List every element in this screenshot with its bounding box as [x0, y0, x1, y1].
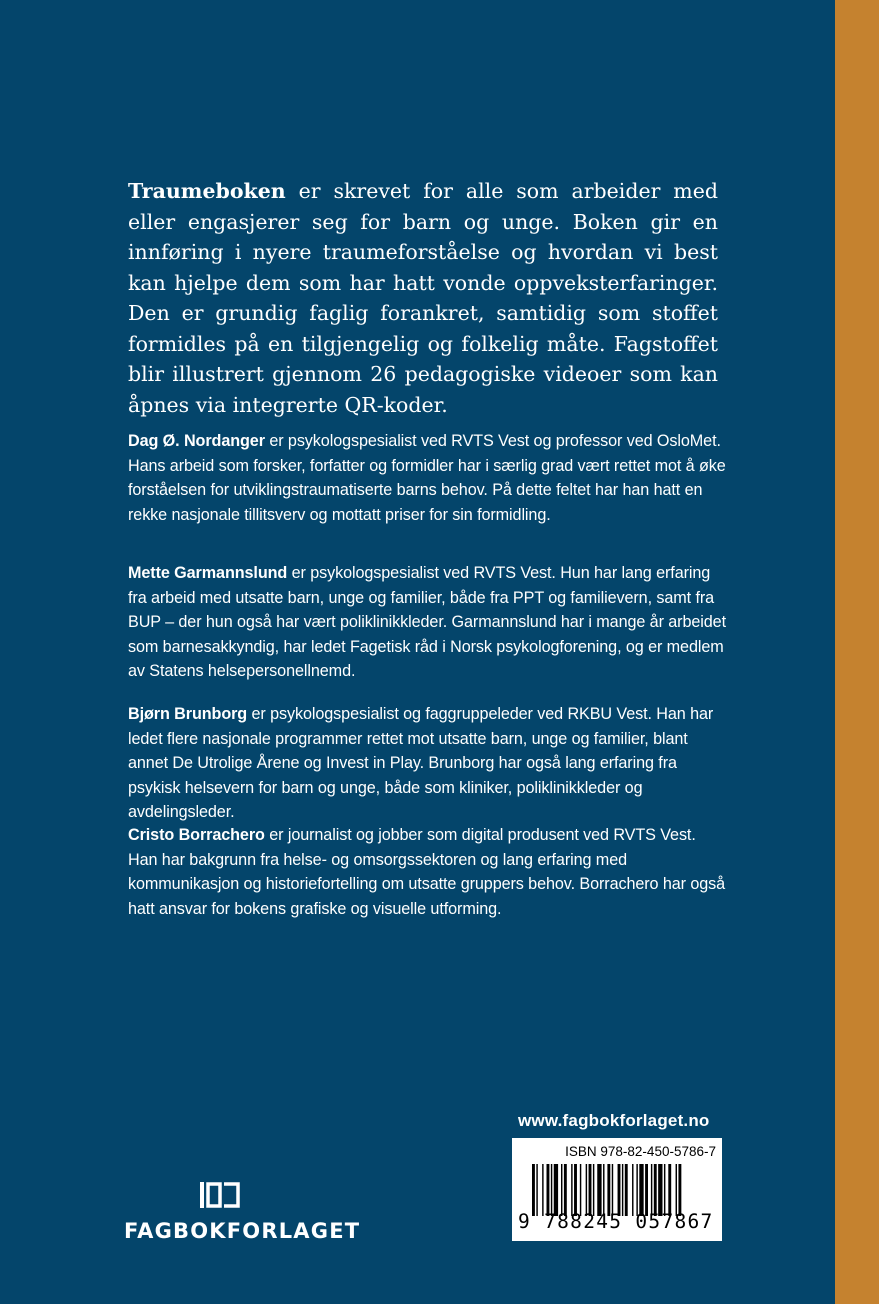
- barcode-bar: [607, 1164, 610, 1216]
- barcode-bar: [571, 1164, 572, 1216]
- author-bio-text: er journalist og jobber som digital produsent ved RVTS Vest. Han har bakgrunn fra helse- og omsorgssektoren og lang erfaring med kommunikasjon og historiefortelling om utsatte gruppers behov. Borrachero har også hatt ansvar for bokens grafiske og visuelle utforming.: [128, 826, 726, 918]
- barcode-bar: [532, 1164, 535, 1216]
- author-bio-nordanger: [128, 429, 728, 527]
- barcode-bar: [678, 1164, 681, 1216]
- barcode-bar: [574, 1164, 577, 1216]
- barcode-bar: [645, 1164, 648, 1216]
- author-bio-garmannslund: [128, 561, 728, 684]
- intro-paragraph: [128, 176, 718, 420]
- barcode-bar: [625, 1164, 628, 1216]
- barcode-bar: [554, 1164, 558, 1216]
- barcode-bar: [603, 1164, 604, 1216]
- intro-text: er skrevet for alle som arbeider med eller engasjerer seg for barn og unge. Boken gir en innføring i nyere traumeforståelse og hvordan vi best kan hjelpe dem som har hatt vonde oppveksterfaringer. Den er grundig faglig forankret, samtidig som stoffet formidles på en tilgjengelig og folkelig måte. Fagstoffet blir illustrert gjennom 26 pedagogiske videoer som kan åpnes via integrerte QR-koder.: [128, 179, 718, 417]
- author-bio-text: er psykologspesialist og faggruppeleder ved RKBU Vest. Han har ledet flere nasjonale programmer rettet mot utsatte barn, unge og familier, blant annet De Utrolige Årene og Invest in Play. Brunborg har også lang erfaring fra psykisk helsevern for barn og unge, både som kliniker, poliklinikkleder og avdelingsleder.: [128, 705, 714, 821]
- barcode-bar: [547, 1164, 550, 1216]
- barcode-bar: [586, 1164, 587, 1216]
- publisher-logo-icon: [198, 1180, 244, 1210]
- barcode-bar: [651, 1164, 652, 1216]
- author-bio-brunborg: [128, 702, 728, 825]
- barcode-bar: [636, 1164, 637, 1216]
- author-bio-text: er psykologspesialist ved RVTS Vest og professor ved OsloMet. Hans arbeid som forsker, forfatter og formidler har i særlig grad vært rettet mot å øke forståelsen for utviklingstraumatiserte barns behov. På dette feltet har han hatt en rekke nasjonale tillitsverv og mottatt priser for sin formidling.: [128, 432, 726, 524]
- barcode-digits: 9 788245 057867: [518, 1210, 714, 1233]
- barcode-bar: [618, 1164, 621, 1216]
- barcode-bar: [551, 1164, 552, 1216]
- book-title: Traumeboken: [128, 179, 286, 203]
- author-bio-borrachero: [128, 823, 728, 921]
- barcode-bar: [612, 1164, 613, 1216]
- barcode-bar: [536, 1164, 537, 1216]
- barcode-bar: [664, 1164, 665, 1216]
- barcode-bar: [597, 1164, 601, 1216]
- barcode-bar: [658, 1164, 662, 1216]
- barcode-bar: [639, 1164, 643, 1216]
- barcode-bar: [676, 1164, 677, 1216]
- book-spine: [835, 0, 879, 1304]
- barcode-label: [512, 1138, 722, 1241]
- author-bio-text: er psykologspesialist ved RVTS Vest. Hun har lang erfaring fra arbeid med utsatte barn, unge og familier, både fra PPT og familievern, samt fra BUP – der hun også har vært poliklinikkleder. Garmannslund har i mange år arbeidet som barnesakkyndig, har ledet Fagetisk råd i Norsk psykologforening, og er medlem av Statens helsepersonellnemd.: [128, 564, 726, 680]
- barcode-bar: [593, 1164, 594, 1216]
- publisher-url: www.fagbokforlaget.no: [518, 1111, 710, 1130]
- author-name: Mette Garmannslund: [128, 564, 288, 582]
- barcode-bar: [564, 1164, 567, 1216]
- barcode-icon: [532, 1164, 714, 1216]
- barcode-bar: [654, 1164, 657, 1216]
- barcode-bar: [561, 1164, 562, 1216]
- barcode-bar: [580, 1164, 581, 1216]
- author-name: Bjørn Brunborg: [128, 705, 248, 723]
- barcode-bar: [622, 1164, 623, 1216]
- publisher-logo-text: FAGBOKFORLAGET: [124, 1219, 361, 1243]
- author-name: Dag Ø. Nordanger: [128, 432, 265, 450]
- isbn-number: ISBN 978-82-450-5786-7: [565, 1144, 716, 1159]
- barcode-bar: [542, 1164, 543, 1216]
- barcode-bar: [668, 1164, 671, 1216]
- author-name: Cristo Borrachero: [128, 826, 265, 844]
- barcode-bar: [589, 1164, 592, 1216]
- barcode-bar: [632, 1164, 633, 1216]
